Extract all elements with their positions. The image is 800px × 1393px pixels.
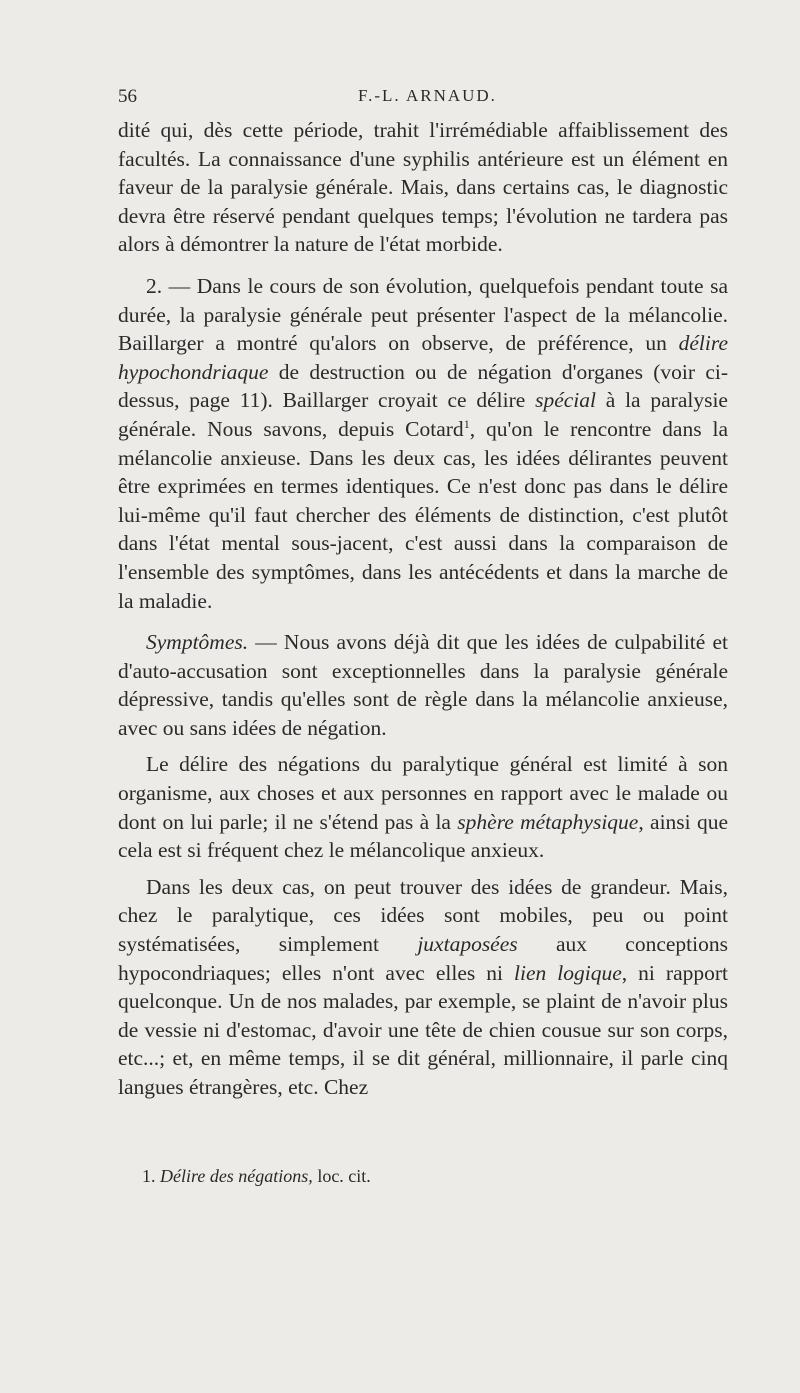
paragraph-5: Dans les deux cas, on peut trouver des idées de grandeur. Mais, chez le paralytique, ces idées sont mobiles, peu ou point systématisées, simplement juxtaposées aux conceptions hypocondriaques; elles n'ont avec elles ni lien logique, ni rapport quelconque. Un de nos malades, par exemple, se plaint de n'avoir plus de vessie ni d'estomac, d'avoir une tête de chien cousue sur son corps, etc...; et, en même temps, il se dit général, millionnaire, il parle cinq langues étrangères, etc. Chez [118, 874, 728, 1099]
emphasis: sphère métaphysique [457, 809, 639, 834]
section-label: Symptômes. [146, 630, 249, 655]
page-number: 56 [118, 86, 137, 107]
footnote: 1. Délire des négations, loc. cit. [142, 1166, 371, 1186]
paragraph-1: dité qui, dès cette période, trahit l'irrémédiable affaiblissement des facultés. La connaissance d'une syphilis antérieure est un élément en faveur de la paralysie générale. Mais, dans certains cas, le diagnostic devra être réservé pendant quelques temps; l'évolution ne tardera pas alors à démontrer la nature de l'état morbide. [118, 118, 728, 257]
emphasis: juxtaposées [417, 932, 518, 957]
footnote-title: Délire des négations, [160, 1166, 313, 1186]
running-head: F.-L. ARNAUD. [358, 86, 497, 105]
body-text [118, 116, 728, 1102]
paragraph-3: Symptômes. — Nous avons déjà dit que les idées de culpabilité et d'auto-accusation sont exceptionnelles dans la paralysie générale dépressive, tandis qu'elles sont de règle dans la mélancolie anxieuse, avec ou sans idées de négation. [118, 630, 728, 740]
footnote-number: 1. [142, 1166, 156, 1186]
paragraph-4: Le délire des négations du paralytique général est limité à son organisme, aux choses et aux personnes en rapport avec le malade ou dont on lui parle; il ne s'étend pas à la sphère métaphysique, ainsi que cela est si fréquent chez le mélancolique anxieux. [118, 752, 728, 863]
emphasis: délire hypochondriaque [118, 331, 728, 384]
emphasis: spécial [535, 388, 596, 413]
emphasis: lien logique [514, 960, 622, 985]
page-header [118, 86, 728, 110]
paragraph-2: 2. — Dans le cours de son évolution, quelquefois pendant toute sa durée, la paralysie générale peut présenter l'aspect de la mélancolie. Baillarger a montré qu'alors on observe, de préférence, un délire hypochondriaque de destruction ou de négation d'organes (voir ci-dessus, page 11). Baillarger croyait ce délire spécial à la paralysie générale. Nous savons, depuis Cotard$^1$, qu'on le rencontre dans la mélancolie anxieuse. Dans les deux cas, les idées délirantes peuvent être exprimées en termes identiques. Ce n'est donc pas dans le délire lui-même qu'il faut chercher des éléments de distinction, c'est plutôt dans l'état mental sous-jacent, c'est aussi dans la comparaison de l'ensemble des symptômes, dans les antécédents et dans la marche de la maladie. [118, 273, 728, 613]
footnote-ref: 1 [463, 416, 470, 431]
